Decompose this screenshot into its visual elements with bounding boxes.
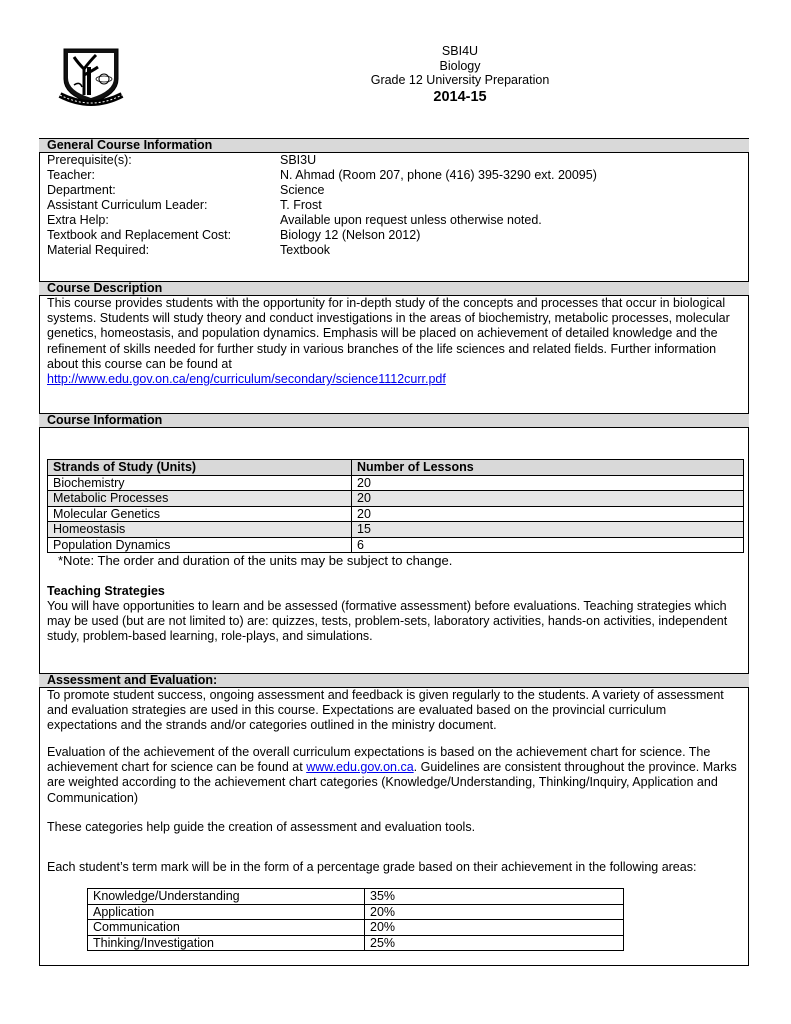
info-label: Extra Help:: [47, 213, 109, 227]
info-label: Prerequisite(s):: [47, 153, 132, 167]
info-value: T. Frost: [280, 198, 322, 212]
strand-name: Population Dynamics: [48, 537, 352, 553]
description-text: This course provides students with the opportunity for in-depth study of the concepts and processes that occur in biological systems. Students will study theory and conduct investigations in the areas of biochemistry, metabolic processes, molecular genetics, homeostasis, and population dynamics. Emphasis will be placed on achievement of detailed knowledge and the refinement of skills needed for further study in various branches of the life sciences and related fields. Further information about this course can be found at: [47, 296, 730, 371]
assessment-paragraph-2: [47, 745, 739, 806]
category-weight: 20%: [365, 920, 624, 936]
assessment-paragraph-3: These categories help guide the creation of assessment and evaluation tools.: [47, 820, 476, 834]
section-information-title: Course Information: [39, 413, 749, 428]
section-description-title: Course Description: [39, 281, 749, 296]
info-value: SBI3U: [280, 153, 317, 167]
category-name: Communication: [88, 920, 365, 936]
info-value: Available upon request unless otherwise noted.: [280, 213, 542, 227]
ministry-link[interactable]: www.edu.gov.on.ca: [306, 760, 414, 775]
strand-lessons: 6: [352, 537, 744, 553]
category-weight: 20%: [365, 904, 624, 920]
table-header: Strands of Study (Units): [48, 460, 352, 476]
strands-table: [47, 459, 744, 553]
category-name: Application: [88, 904, 365, 920]
table-row: [48, 491, 744, 507]
table-row: [88, 889, 624, 905]
category-name: Knowledge/Understanding: [88, 889, 365, 905]
category-name: Thinking/Investigation: [88, 935, 365, 951]
table-row: [88, 920, 624, 936]
category-weight: 35%: [365, 889, 624, 905]
table-header-row: [48, 460, 744, 476]
info-value: N. Ahmad (Room 207, phone (416) 395-3290 ext. 20095): [280, 168, 597, 182]
units-note: *Note: The order and duration of the units may be subject to change.: [58, 553, 453, 568]
assessment-paragraph-4: Each student’s term mark will be in the form of a percentage grade based on their achievement in the following areas:: [47, 860, 697, 874]
info-value: Science: [280, 183, 325, 197]
info-value: Biology 12 (Nelson 2012): [280, 228, 421, 242]
table-row: [48, 537, 744, 553]
strand-name: Molecular Genetics: [48, 506, 352, 522]
course-code: SBI4U: [441, 44, 479, 58]
strand-name: Homeostasis: [48, 522, 352, 538]
strand-lessons: 20: [352, 506, 744, 522]
strand-name: Metabolic Processes: [48, 491, 352, 507]
course-description: [47, 296, 739, 387]
table-row: [88, 904, 624, 920]
section-general-title: General Course Information: [39, 138, 749, 153]
course-header: [300, 44, 620, 106]
school-year: 2014-15: [433, 88, 487, 105]
info-label: Textbook and Replacement Cost:: [47, 228, 232, 242]
info-value: Textbook: [280, 243, 331, 257]
info-label: Department:: [47, 183, 116, 197]
table-row: [48, 475, 744, 491]
strand-name: Biochemistry: [48, 475, 352, 491]
info-label: Assistant Curriculum Leader:: [47, 198, 208, 212]
strand-lessons: 20: [352, 491, 744, 507]
course-subject: Biology: [439, 58, 481, 73]
school-crest-icon: [56, 45, 126, 107]
info-label: Material Required:: [47, 243, 150, 257]
strand-lessons: 15: [352, 522, 744, 538]
section-assessment-title: Assessment and Evaluation:: [39, 673, 749, 688]
course-grade: Grade 12 University Preparation: [370, 73, 550, 87]
info-label: Teacher:: [47, 168, 95, 182]
assessment-p2-text-end: . Guidelines are consistent throughout the province. Marks are weighted according to the achievement chart categories (Knowledge/Understanding, Thinking/Inquiry, Application and Communication): [47, 760, 737, 805]
table-row: [48, 506, 744, 522]
assessment-paragraph-1: To promote student success, ongoing assessment and feedback is given regularly to the students. A variety of assessment and evaluation strategies are used in this course. Expectations are evaluated based on the provincial curriculum expectations and the strands and/or categories outlined in the ministry document.: [47, 688, 724, 733]
table-header: Number of Lessons: [352, 460, 744, 476]
teaching-strategies-title: Teaching Strategies: [47, 584, 165, 598]
assessment-p2-text: Evaluation of the achievement of the overall curriculum expectations is based on the achievement chart for science. The achievement chart for science can be found at: [47, 745, 711, 775]
table-row: [48, 522, 744, 538]
teaching-strategies-text: You will have opportunities to learn and be assessed (formative assessment) before evaluations. Teaching strategies which may be used (but are not limited to) are: quizzes, tests, problem-sets, laboratory activities, hands-on activities, independent study, problem-based learning, role-plays, and simulations.: [47, 599, 728, 644]
table-row: [88, 935, 624, 951]
curriculum-link[interactable]: http://www.edu.gov.on.ca/eng/curriculum/secondary/science1112curr.pdf: [47, 372, 446, 387]
category-weight: 25%: [365, 935, 624, 951]
strand-lessons: 20: [352, 475, 744, 491]
weights-table: [87, 888, 624, 951]
